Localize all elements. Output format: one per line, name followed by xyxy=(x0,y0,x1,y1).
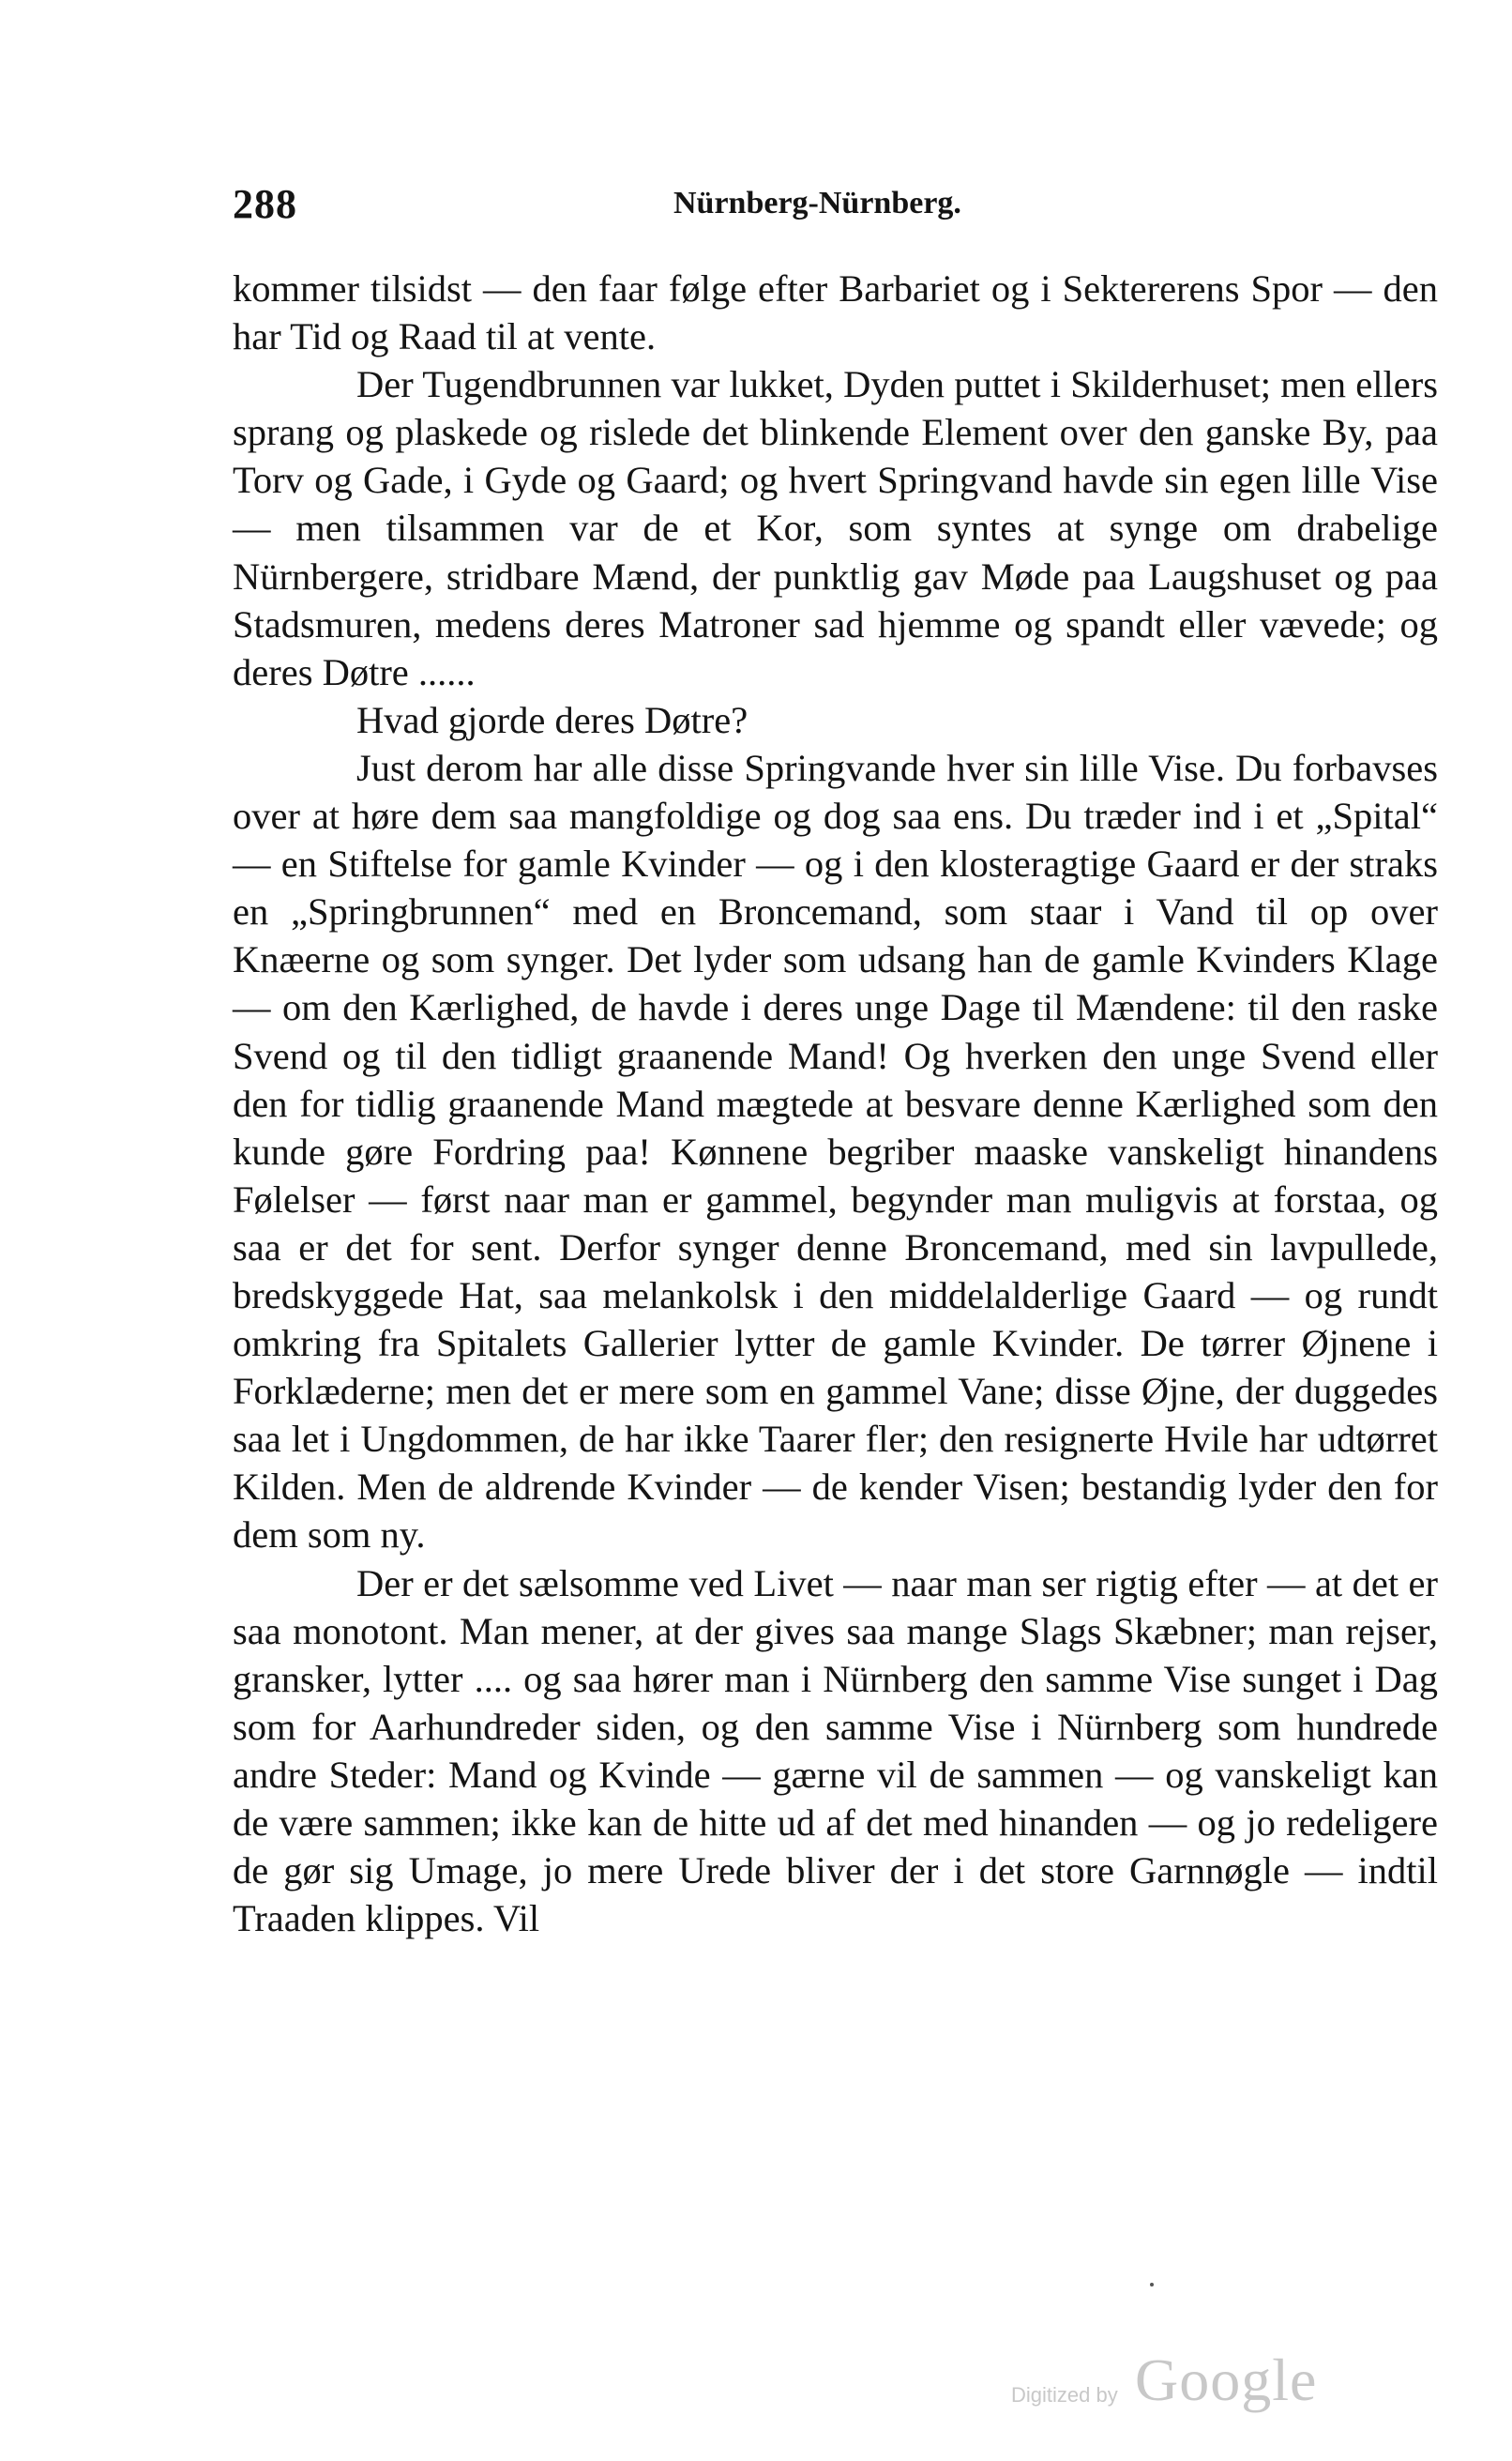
body-text xyxy=(233,265,1438,1942)
page-header xyxy=(233,180,1438,236)
stray-ink-mark xyxy=(1150,2283,1154,2286)
paragraph-tugendbrunnen: Der Tugendbrunnen var lukket, Dyden puttet i Skilderhuset; men ellers sprang og plaskede og rislede det blinkende Element over den ganske By, paa Torv og Gade, i Gyde og Gaard; og hvert Springvand havde sin egen lille Vise — men tilsammen var de et Kor, som syntes at synge om drabelige Nürnbergere, stridbare Mænd, der punktlig gav Møde paa Laugshuset og paa Stadsmuren, medens deres Matroner sad hjemme og spandt eller vævede; og deres Døtre ...... xyxy=(233,363,1438,693)
page-number: 288 xyxy=(233,181,297,227)
running-title: Nürnberg-Nürnberg. xyxy=(673,186,961,220)
watermark-prefix: Digitized by xyxy=(1011,2383,1118,2407)
paragraph-springvande: Just derom har alle disse Springvande hver sin lille Vise. Du forbavses over at høre dem saa mangfoldige og dog saa ens. Du træder ind i et „Spital“ — en Stiftelse for gamle Kvinder — og i den klosteragtige Gaard er der straks en „Springbrunnen“ med en Broncemand, som staar i Vand til op over Knæerne og som synger. Det lyder som udsang han de gamle Kvinders Klage — om den Kærlighed, de havde i deres unge Dage til Mændene: til den raske Svend og til den tidligt graanende Mand! Og hverken den unge Svend eller den for tidlig graanende Mand mægtede at besvare denne Kærlighed som den kunde gøre Fordring paa! Kønnene begriber maaske vanskeligt hinandens Følelser — først naar man er gammel, begynder man muligvis at forstaa, og saa er det for sent. Derfor synger denne Broncemand, med sin lavpullede, bredskyggede Hat, saa melankolsk i den middelalderlige Gaard — og rundt omkring fra Spitalets Gallerier lytter de gamle Kvinder. De tørrer Øjnene i Forklæderne; men det er mere som en gammel Vane; disse Øjne, der duggedes saa let i Ungdommen, de har ikke Taarer fler; den resignerte Hvile har udtørret Kilden. Men de aldrende Kvinder — de kender Visen; bestandig lyder den for dem som ny. xyxy=(233,746,1438,1557)
digitized-watermark xyxy=(1011,2342,1321,2417)
paragraph-continuation: kommer tilsidst — den faar følge efter Barbariet og i Sektererens Spor — den har Tid og Raad til at vente. xyxy=(233,267,1438,358)
paragraph-livet: Der er det sælsomme ved Livet — naar man ser rigtig efter — at det er saa monotont. Man mener, at der gives saa mange Slags Skæbner; man rejser, gransker, lytter .... og saa hører man i Nürnberg den samme Vise sunget i Dag som for Aarhundreder siden, og den samme Vise i Nürnberg som hundrede andre Steder: Mand og Kvinde — gærne vil de sammen — og vanskeligt kan de være sammen; ikke kan de hitte ud af det med hinanden — og jo redeligere de gør sig Umage, jo mere Urede bliver der i det store Garnnøgle — indtil Traaden klippes. Vil xyxy=(233,1561,1438,1940)
google-logo: Google xyxy=(1135,2347,1318,2413)
paragraph-question: Hvad gjorde deres Døtre? xyxy=(356,698,748,741)
